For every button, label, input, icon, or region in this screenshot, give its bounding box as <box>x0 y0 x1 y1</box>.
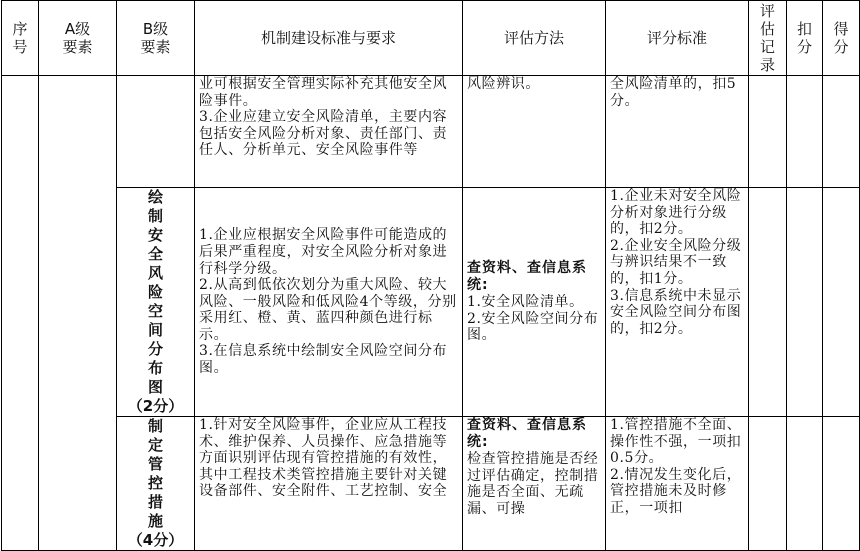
standard-cell: 1.针对安全风险事件，企业应从工程技术、维护保养、人员操作、应急措施等方面识别评估现有管控措施的有效性，其中工程技术类管控措施主要针对关键设备部件、安全附件、工艺控制、安全 <box>195 417 463 551</box>
score-cell <box>823 417 860 551</box>
header-score: 得分 <box>823 1 860 76</box>
b-element-name: 绘制安全风险空间分布图 <box>147 188 163 396</box>
table-row <box>2 76 860 188</box>
method-cell: 风险辨识。 <box>463 76 606 188</box>
b-element-cell <box>117 188 195 417</box>
b-element-score: （4分） <box>127 531 184 549</box>
header-record: 评估记录 <box>749 1 787 76</box>
standard-cell: 1.企业应根据安全风险事件可能造成的后果严重程度，对安全风险分析对象进行科学分级。 2.从高到低依次划分为重大风险、较大风险、一般风险和低风险4个等级，分别采用红、橙、黄、蓝四种颜色进行标示。 3.在信息系统中绘制安全风险空间分布图。 <box>195 188 463 417</box>
header-standard: 机制建设标准与要求 <box>195 1 463 76</box>
scoring-cell: 1.企业未对安全风险分析对象进行分级的，扣2分。 2.企业安全风险分级与辨识结果不一致的，扣1分。 3.信息系统中未显示安全风险空间分布图的，扣2分。 <box>606 188 749 417</box>
deduct-cell <box>787 188 823 417</box>
table-row <box>2 417 860 551</box>
table-header <box>2 1 860 76</box>
header-method: 评估方法 <box>463 1 606 76</box>
method-text: 1.安全风险清单。 2.安全风险空间分布图。 <box>467 294 599 344</box>
b-element-score: （2分） <box>127 397 184 415</box>
method-cell <box>463 188 606 417</box>
header-deduct: 扣分 <box>787 1 823 76</box>
header-a-element: A级要素 <box>39 1 117 76</box>
b-element-cell <box>117 76 195 188</box>
table-row <box>2 188 860 417</box>
seq-cell <box>2 76 39 551</box>
record-cell <box>749 76 787 188</box>
b-element-name: 制定管控措施 <box>147 417 163 530</box>
header-b-element: B级要素 <box>117 1 195 76</box>
method-cell <box>463 417 606 551</box>
scoring-cell: 1.管控措施不全面、操作性不强，一项扣0.5分。 2.情况发生变化后，管控措施未及时修正，一项扣 <box>606 417 749 551</box>
method-text: 检查管控措施是否经过评估确定，控制措施是否全面、无疏漏、可操 <box>467 451 599 517</box>
header-seq: 序号 <box>2 1 39 76</box>
header-scoring: 评分标准 <box>606 1 749 76</box>
record-cell <box>749 188 787 417</box>
method-title: 查资料、查信息系统: <box>467 417 587 450</box>
deduct-cell <box>787 417 823 551</box>
method-title: 查资料、查信息系统: <box>467 260 587 294</box>
scoring-cell: 全风险清单的，扣5分。 <box>606 76 749 188</box>
record-cell <box>749 417 787 551</box>
deduct-cell <box>787 76 823 188</box>
b-element-cell <box>117 417 195 551</box>
standard-cell: 业可根据安全管理实际补充其他安全风险事件。 3.企业应建立安全风险清单，主要内容包括安全风险分析对象、责任部门、责任人、分析单元、安全风险事件等 <box>195 76 463 188</box>
a-element-cell <box>39 76 117 551</box>
assessment-table <box>1 0 860 551</box>
score-cell <box>823 188 860 417</box>
score-cell <box>823 76 860 188</box>
